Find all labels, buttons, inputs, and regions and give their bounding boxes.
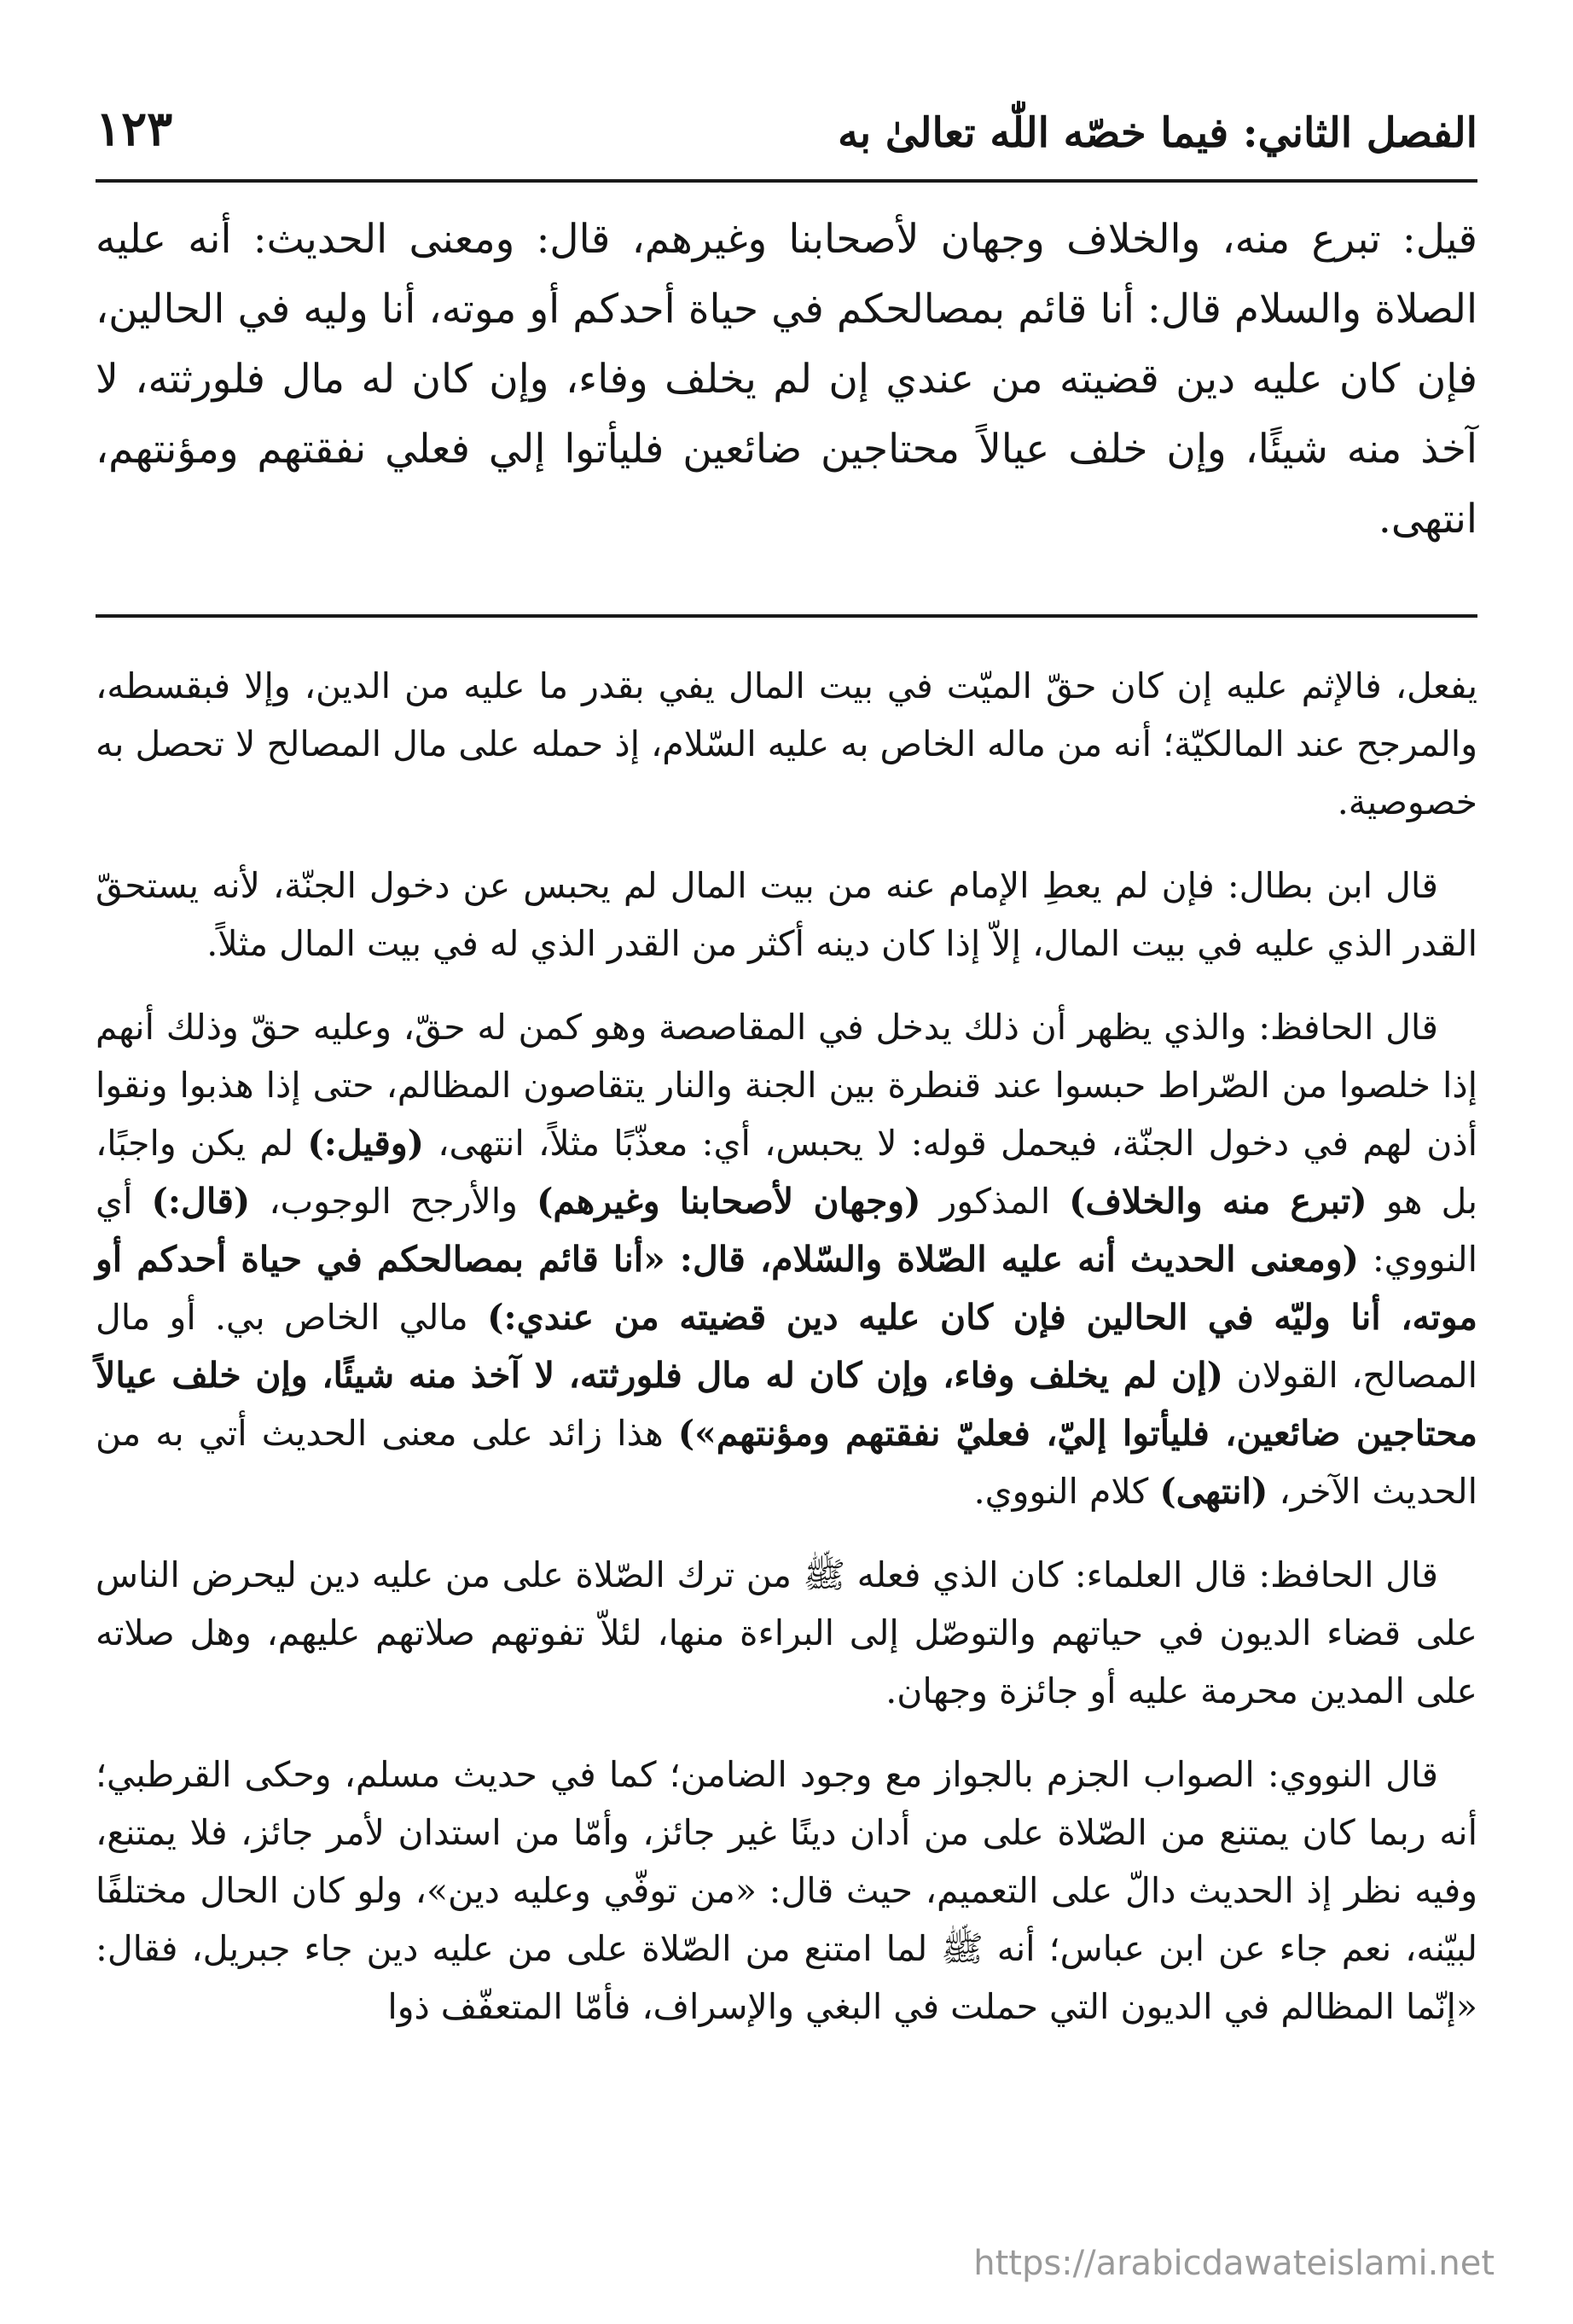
paragraph-3-text: هذا زائد على معنى الحديث أتي به من الحديث الآخر، (96, 1413, 1477, 1512)
matn-quote-block (96, 205, 1477, 555)
quoted-phrase: (وجهان لأصحابنا وغيرهم) (536, 1181, 921, 1222)
paragraph-3-text: لم يكن واجبًا، بل هو (96, 1123, 1478, 1222)
paragraph-3-text: المذكور (920, 1181, 1070, 1222)
commentary-paragraph-2: قال ابن بطال: فإن لم يعطِ الإمام عنه من بيت المال لم يحبس عن دخول الجنّة، لأنه يستحقّ القدر الذي عليه في بيت المال، إلاّ إذا كان دينه أكثر من القدر الذي له في بيت المال مثلاً. (96, 865, 1477, 964)
page-number: ١٢٣ (96, 101, 173, 157)
commentary-paragraph-4: قال الحافظ: قال العلماء: كان الذي فعله ﷺ من ترك الصّلاة على من عليه دين ليحرض الناس على قضاء الديون في حياتهم والتوصّل إلى البراءة منها، لئلاّ تفوتهم صلاتهم عليهم، وهل صلاته على المدين محرمة عليه أو جائزة وجهان. (96, 1554, 1477, 1711)
paragraph-3-text: أي النووي: (96, 1181, 1477, 1280)
site-watermark: https://arabicdawateislami.net (973, 2244, 1495, 2283)
quoted-phrase: (تبرع منه والخلاف) (1069, 1181, 1367, 1222)
quoted-phrase: (ومعنى الحديث أنه عليه الصّلاة والسّلام، قال: «أنا قائم بمصالحكم في حياة أحدكم أو موته، أنا وليّه في الحالين فإن كان عليه دين قضيته من عندي:) (96, 1239, 1477, 1338)
commentary-paragraph-1: يفعل، فالإثم عليه إن كان حقّ الميّت في بيت المال يفي بقدر ما عليه من الدين، وإلا فبقسطه، والمرجح عند المالكيّة؛ أنه من ماله الخاص به عليه السّلام، إذ حمله على مال المصالح لا تحصل به خصوصية. (96, 665, 1478, 822)
chapter-title: الفصل الثاني: فيما خصّه اللّٰه تعالىٰ به (838, 109, 1477, 157)
paragraph-3-text: والأرجح الوجوب، (250, 1181, 537, 1222)
paragraph-3-text: مالي الخاص بي. أو مال المصالح، القولان (96, 1297, 1478, 1396)
quoted-phrase: (وقيل:) (307, 1123, 425, 1164)
page-header (96, 96, 1477, 157)
quoted-phrase: (إن لم يخلف وفاء، وإن كان له مال فلورثته، لا آخذ منه شيئًا، وإن خلف عيالاً محتاجين ضائعين، فليأتوا إليّ، فعليّ نفقتهم ومؤنتهم») (96, 1355, 1477, 1454)
header-divider (96, 179, 1477, 183)
quoted-phrase: (انتهى) (1159, 1471, 1268, 1512)
paragraph-3-text: كلام النووي. (973, 1471, 1160, 1512)
section-divider (96, 614, 1477, 618)
matn-paragraph: قيل: تبرع منه، والخلاف وجهان لأصحابنا وغيرهم، قال: ومعنى الحديث: أنه عليه الصلاة والسلام قال: أنا قائم بمصالحكم في حياة أحدكم أو موته، أنا وليه في الحالين، فإن كان عليه دين قضيته من عندي إن لم يخلف وفاء، وإن كان له مال فلورثته، لا آخذ منه شيئًا، وإن خلف عيالاً محتاجين ضائعين فليأتوا إلي فعلي نفقتهم ومؤنتهم، انتهى. (96, 216, 1477, 543)
quoted-phrase: (قال:) (151, 1181, 251, 1222)
commentary-paragraph-3 (96, 998, 1477, 1520)
paragraph-3-text: قال الحافظ: والذي يظهر أن ذلك يدخل في المقاصصة وهو كمن له حقّ، وعليه حقّ وذلك أنهم إذا خلصوا من الصّراط حبسوا عند قنطرة بين الجنة والنار يتقاصون المظالم، حتى إذا هذبوا ونقوا أذن لهم في دخول الجنّة، فيحمل قوله: لا يحبس، أي: معذّبًا مثلاً، انتهى، (96, 1007, 1477, 1164)
commentary-body (96, 657, 1477, 2061)
commentary-paragraph-5: قال النووي: الصواب الجزم بالجواز مع وجود الضامن؛ كما في حديث مسلم، وحكى القرطبي؛ أنه ربما كان يمتنع من الصّلاة على من أدان دينًا غير جائز، وأمّا من استدان لأمر جائز، فلا يمتنع، وفيه نظر إذ الحديث دالّ على التعميم، حيث قال: «من توفّي وعليه دين»، ولو كان الحال مختلفًا لبيّنه، نعم جاء عن ابن عباس؛ أنه ﷺ لما امتنع من الصّلاة على من عليه دين جاء جبريل، فقال: «إنّما المظالم في الديون التي حملت في البغي والإسراف، فأمّا المتعفّف ذوا (96, 1754, 1477, 2027)
